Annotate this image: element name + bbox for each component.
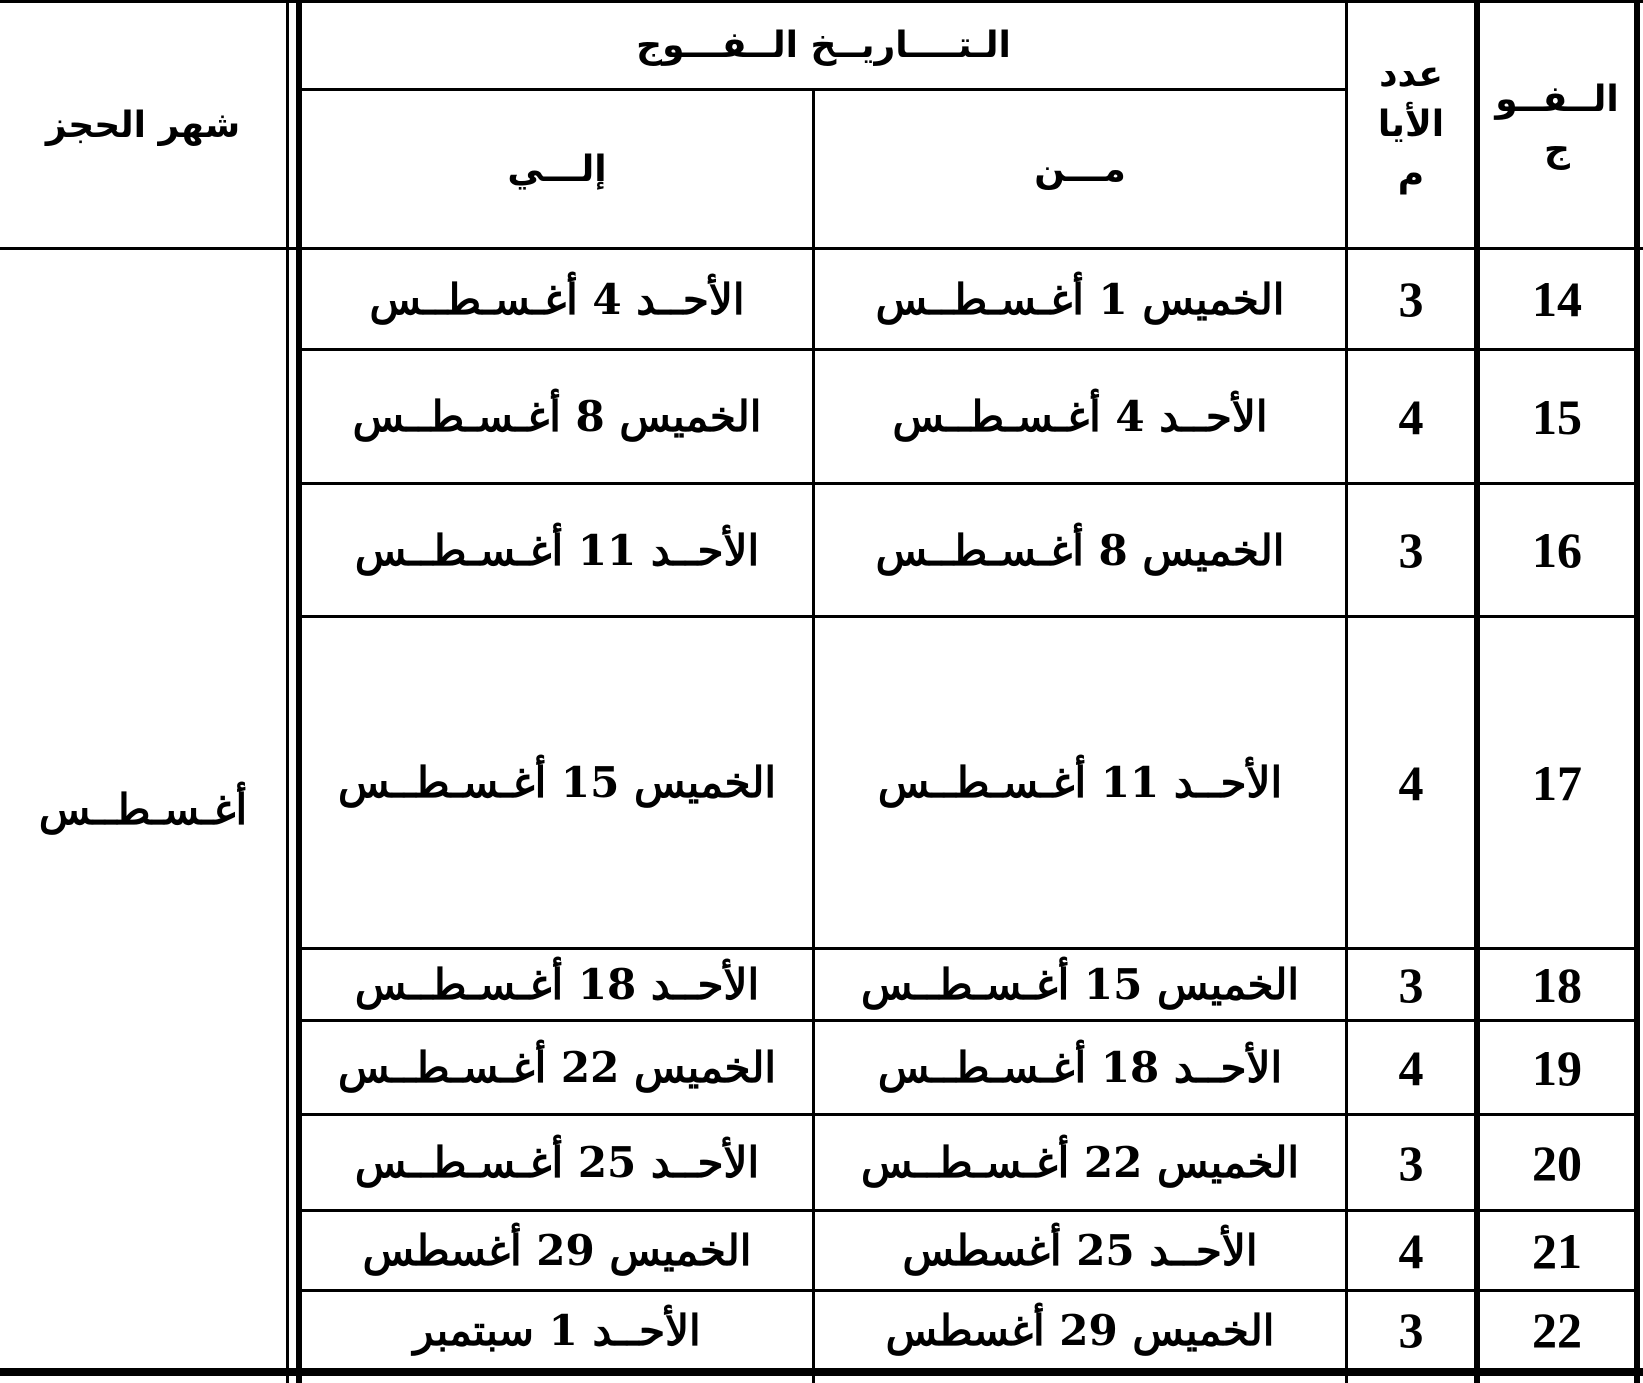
to-date: الخميس 29 أغسطس	[362, 1226, 752, 1275]
to-date: الأحــد 18 أغـسـطــس	[354, 960, 760, 1009]
days-count: 4	[1398, 388, 1424, 445]
header-month: شهر الحجز	[45, 104, 241, 146]
days-count: 3	[1398, 1302, 1424, 1358]
days-count: 4	[1398, 1222, 1424, 1279]
group-number: 20	[1532, 1134, 1582, 1191]
to-date: الخميس 15 أغـسـطــس	[337, 758, 777, 807]
to-date: الأحــد 4 أغـسـطــس	[369, 274, 745, 324]
from-date: الأحــد 11 أغـسـطــس	[877, 758, 1283, 807]
from-date: الخميس 29 أغسطس	[885, 1305, 1275, 1355]
col-divider-month	[286, 0, 289, 1383]
col-divider-group-right	[1634, 0, 1640, 1383]
from-date: الأحــد 4 أغـسـطــس	[892, 392, 1268, 441]
to-date: الأحــد 25 أغـسـطــس	[354, 1138, 760, 1187]
header-to: إلـــي	[507, 148, 607, 190]
group-number: 22	[1532, 1302, 1582, 1358]
from-date: الخميس 15 أغـسـطــس	[860, 960, 1300, 1009]
days-count: 3	[1398, 271, 1424, 327]
days-count: 4	[1398, 754, 1424, 811]
month-cell: أغـسـطــس	[38, 784, 248, 834]
days-count: 3	[1398, 522, 1424, 578]
header-date-group: الـتــــاريــخ الــفـــوج	[636, 25, 1011, 66]
group-number: 18	[1532, 956, 1582, 1013]
to-date: الخميس 8 أغـسـطــس	[352, 392, 762, 441]
group-number: 17	[1532, 754, 1582, 811]
days-count: 3	[1398, 1134, 1424, 1191]
from-date: الأحــد 18 أغـسـطــس	[877, 1043, 1283, 1092]
to-date: الأحــد 11 أغـسـطــس	[354, 525, 760, 575]
days-count: 3	[1398, 956, 1424, 1013]
group-number: 14	[1532, 271, 1582, 327]
from-date: الخميس 1 أغـسـطــس	[875, 274, 1285, 324]
to-date: الأحــد 1 سبتمبر	[413, 1305, 701, 1355]
table-border-bottom	[0, 1368, 1643, 1376]
days-count: 4	[1398, 1039, 1424, 1096]
from-date: الخميس 8 أغـسـطــس	[875, 525, 1285, 575]
to-date: الخميس 22 أغـسـطــس	[337, 1043, 777, 1092]
group-number: 21	[1532, 1222, 1582, 1279]
header-from: مـــن	[1034, 148, 1126, 190]
header-group: الــفــو ج	[1495, 79, 1619, 170]
group-number: 19	[1532, 1039, 1582, 1096]
from-date: الأحــد 25 أغسطس	[902, 1226, 1258, 1275]
group-number: 16	[1532, 522, 1582, 578]
header-days: عدد الأيا م	[1377, 54, 1445, 195]
group-number: 15	[1532, 388, 1582, 445]
from-date: الخميس 22 أغـسـطــس	[860, 1138, 1300, 1187]
